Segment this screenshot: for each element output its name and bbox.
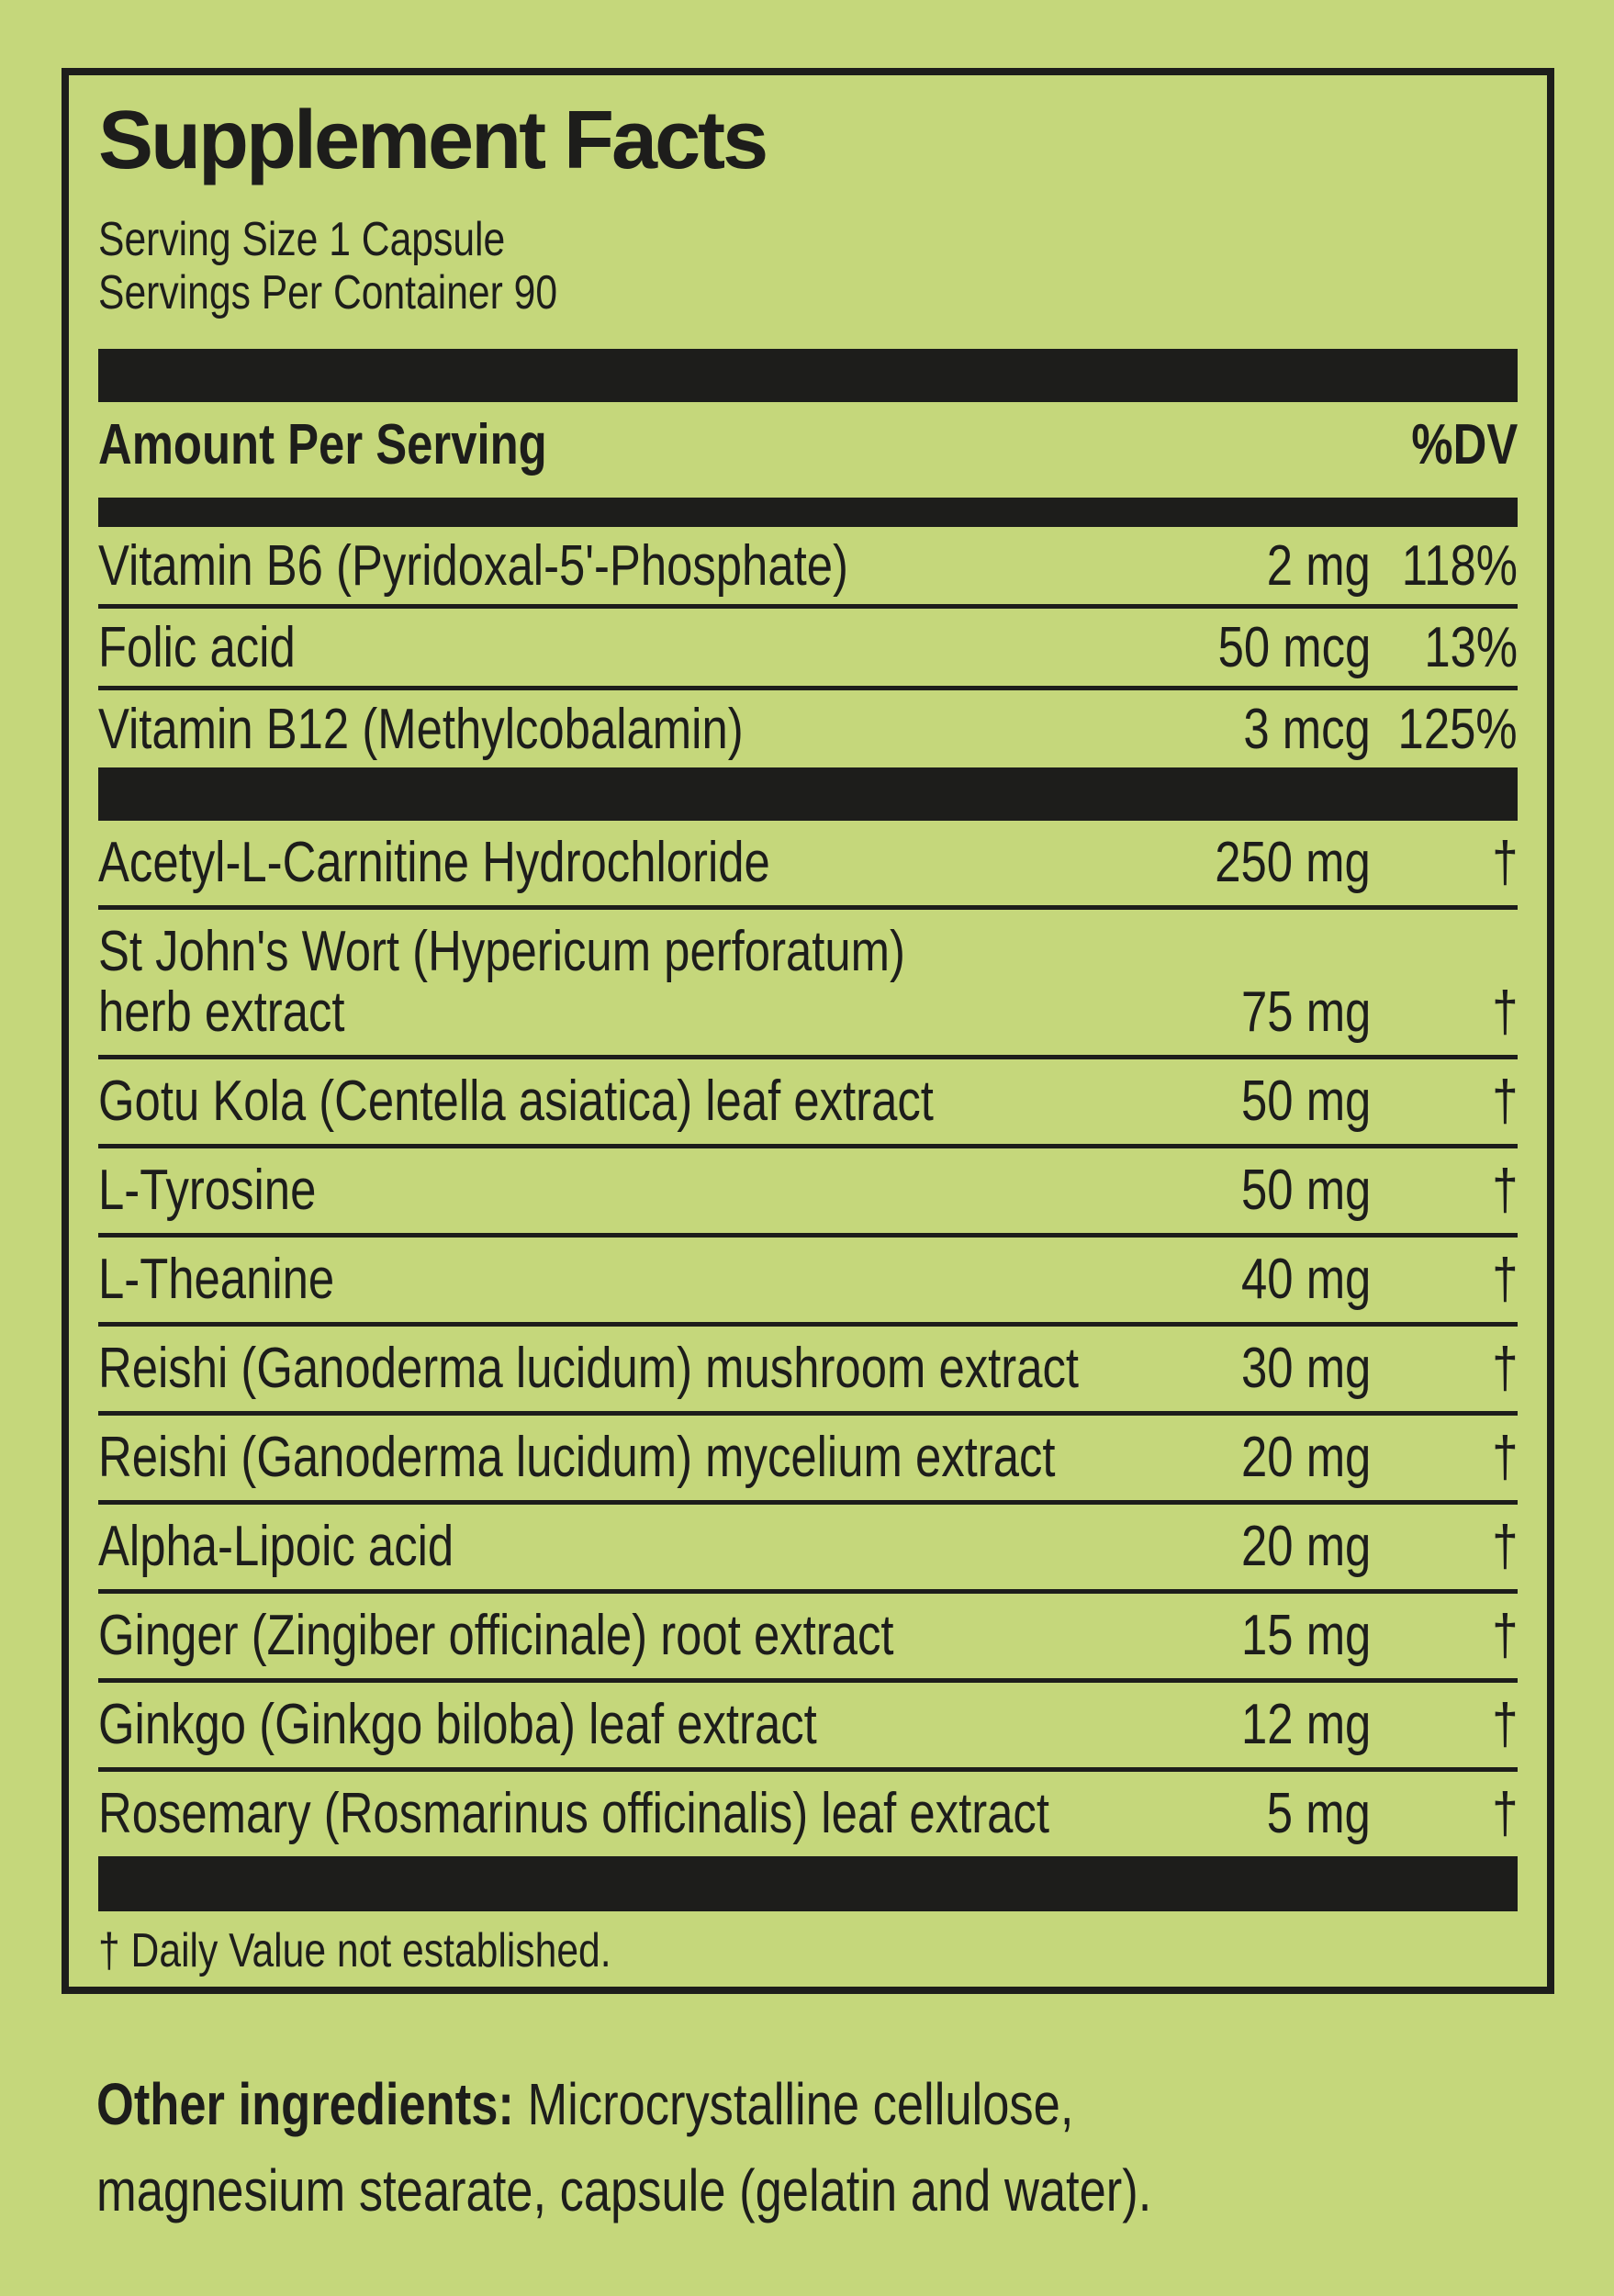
table-header-row bbox=[98, 402, 1518, 498]
serving-info bbox=[98, 213, 1518, 319]
section-divider-bar bbox=[98, 349, 1518, 402]
ingredient-dv: † bbox=[1491, 831, 1518, 894]
ingredient-dv: 125% bbox=[1397, 698, 1518, 761]
ingredient-name: Ginkgo (Ginkgo biloba) leaf extract bbox=[98, 1693, 817, 1756]
ingredient-dv: † bbox=[1491, 1515, 1518, 1578]
percent-dv-header: %DV bbox=[1411, 413, 1518, 476]
ingredient-amount: 50 mg bbox=[1240, 1070, 1371, 1133]
serving-size: Serving Size 1 Capsule bbox=[98, 213, 506, 266]
other-ingredients-line1: Other ingredients: Microcrystalline cellulose, bbox=[96, 2071, 1074, 2137]
table-row bbox=[98, 686, 1518, 767]
ingredient-dv: † bbox=[1491, 1426, 1518, 1489]
section-divider-bar bbox=[98, 1856, 1518, 1911]
ingredient-name: Reishi (Ganoderma lucidum) mycelium extract bbox=[98, 1426, 1056, 1489]
ingredient-name: Alpha-Lipoic acid bbox=[98, 1515, 454, 1578]
ingredient-name: L-Tyrosine bbox=[98, 1159, 317, 1222]
ingredient-amount: 50 mg bbox=[1240, 1159, 1371, 1222]
table-row bbox=[98, 604, 1518, 686]
ingredient-name: L-Theanine bbox=[98, 1248, 335, 1311]
ingredient-dv: † bbox=[1491, 1248, 1518, 1311]
table-row bbox=[98, 1233, 1518, 1322]
table-row bbox=[98, 527, 1518, 604]
ingredient-dv: 13% bbox=[1424, 616, 1518, 679]
table-row bbox=[98, 1589, 1518, 1678]
table-row bbox=[98, 1055, 1518, 1144]
ingredient-dv: † bbox=[1491, 1070, 1518, 1133]
ingredient-dv: † bbox=[1491, 1693, 1518, 1756]
herbal-rows-section bbox=[98, 821, 1518, 1856]
table-row bbox=[98, 905, 1518, 1055]
ingredient-name: Acetyl-L-Carnitine Hydrochloride bbox=[98, 831, 770, 894]
ingredient-name: St John's Wort (Hypericum perforatum) herb extract bbox=[98, 920, 905, 1044]
ingredient-amount: 20 mg bbox=[1240, 1515, 1371, 1578]
table-row bbox=[98, 821, 1518, 905]
table-row bbox=[98, 1322, 1518, 1411]
ingredient-amount: 3 mcg bbox=[1243, 698, 1371, 761]
table-row bbox=[98, 1144, 1518, 1233]
table-row bbox=[98, 1767, 1518, 1856]
ingredient-amount: 30 mg bbox=[1240, 1337, 1371, 1400]
ingredient-dv: † bbox=[1491, 1782, 1518, 1845]
ingredient-name: Vitamin B6 (Pyridoxal-5'-Phosphate) bbox=[98, 534, 848, 598]
ingredient-dv: † bbox=[1491, 1337, 1518, 1400]
ingredient-name: Rosemary (Rosmarinus officinalis) leaf extract bbox=[98, 1782, 1049, 1845]
ingredient-amount: 50 mcg bbox=[1217, 616, 1371, 679]
ingredient-amount: 12 mg bbox=[1240, 1693, 1371, 1756]
other-ingredients-line2: magnesium stearate, capsule (gelatin and water). bbox=[96, 2157, 1152, 2223]
section-divider-bar bbox=[98, 498, 1518, 527]
panel-title: Supplement Facts bbox=[98, 95, 767, 186]
ingredient-amount: 40 mg bbox=[1240, 1248, 1371, 1311]
ingredient-name: Vitamin B12 (Methylcobalamin) bbox=[98, 698, 744, 761]
ingredient-dv: † bbox=[1491, 980, 1518, 1044]
amount-per-serving-header: Amount Per Serving bbox=[98, 413, 547, 476]
table-row bbox=[98, 1411, 1518, 1500]
ingredient-name: Ginger (Zingiber officinale) root extract bbox=[98, 1604, 894, 1667]
servings-per-container: Servings Per Container 90 bbox=[98, 266, 558, 319]
ingredient-amount: 75 mg bbox=[1240, 980, 1371, 1044]
ingredient-name: Gotu Kola (Centella asiatica) leaf extract bbox=[98, 1070, 934, 1133]
ingredient-dv: † bbox=[1491, 1604, 1518, 1667]
daily-value-footnote: † Daily Value not established. bbox=[98, 1924, 611, 1977]
vitamin-rows-section bbox=[98, 527, 1518, 767]
table-row bbox=[98, 1678, 1518, 1767]
table-row bbox=[98, 1500, 1518, 1589]
ingredient-dv: 118% bbox=[1401, 534, 1518, 598]
ingredient-amount: 5 mg bbox=[1266, 1782, 1371, 1845]
ingredient-amount: 2 mg bbox=[1266, 534, 1371, 598]
ingredient-name: Reishi (Ganoderma lucidum) mushroom extract bbox=[98, 1337, 1080, 1400]
ingredient-amount: 15 mg bbox=[1240, 1604, 1371, 1667]
section-divider-bar bbox=[98, 767, 1518, 821]
other-ingredients bbox=[96, 2061, 1565, 2234]
ingredient-name: Folic acid bbox=[98, 616, 296, 679]
ingredient-amount: 250 mg bbox=[1215, 831, 1371, 894]
ingredient-dv: † bbox=[1491, 1159, 1518, 1222]
ingredient-amount: 20 mg bbox=[1240, 1426, 1371, 1489]
supplement-facts-panel bbox=[62, 68, 1554, 1994]
